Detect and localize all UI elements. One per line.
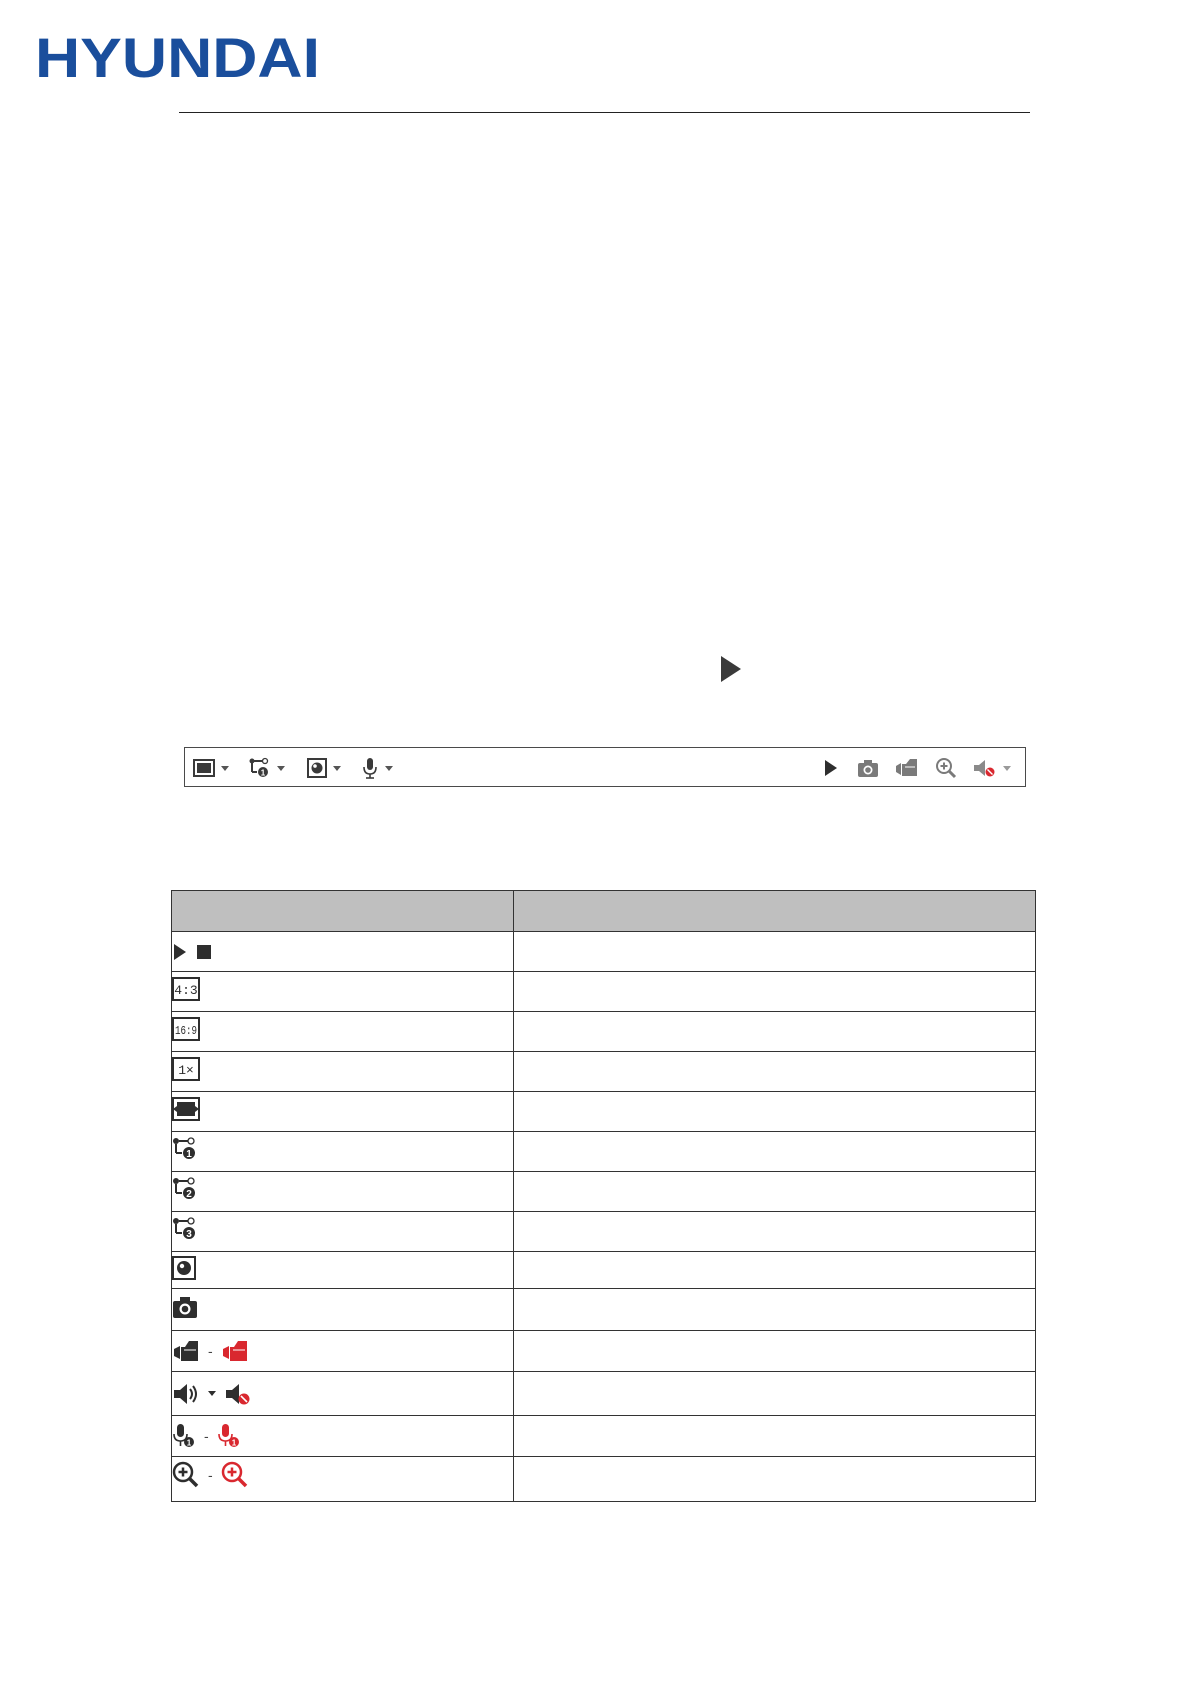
icon-cell <box>172 1172 514 1212</box>
separator: - <box>208 1343 213 1359</box>
play-icon[interactable] <box>719 655 743 683</box>
capture-icon <box>172 1295 198 1319</box>
plugin-button[interactable] <box>307 756 341 780</box>
chevron-down-icon <box>208 1391 216 1396</box>
description-cell <box>514 1289 1036 1331</box>
volume-on-icon <box>172 1382 200 1406</box>
zoom-off-icon <box>172 1461 200 1489</box>
description-cell <box>514 1457 1036 1502</box>
stream-icon <box>249 758 271 778</box>
record-on-icon <box>221 1339 249 1363</box>
svg-text:1×: 1× <box>178 1063 194 1078</box>
table-row <box>172 1416 1036 1457</box>
table-row <box>172 1212 1036 1252</box>
icon-cell <box>172 1416 514 1457</box>
record-icon <box>895 758 919 778</box>
description-cell <box>514 1092 1036 1132</box>
sub-stream-icon <box>172 1177 198 1201</box>
ratio-16-9-icon <box>172 1017 200 1041</box>
icon-cell <box>172 1212 514 1252</box>
icon-description-table <box>171 890 1036 1502</box>
table-row <box>172 1372 1036 1416</box>
audio-button[interactable] <box>973 756 1011 780</box>
record-off-icon <box>172 1339 200 1363</box>
table-row <box>172 1252 1036 1289</box>
hyundai-logo <box>35 26 320 89</box>
aspect-ratio-button[interactable] <box>193 756 229 780</box>
header-cell-icon <box>172 891 514 932</box>
table-header-row <box>172 891 1036 932</box>
icon-cell <box>172 1372 514 1416</box>
audio-muted-icon <box>973 758 997 778</box>
mic-on-icon <box>217 1423 241 1449</box>
zoom-button[interactable] <box>935 756 957 780</box>
svg-text:2: 2 <box>186 1189 192 1200</box>
chevron-down-icon <box>277 766 285 771</box>
aspect-ratio-icon <box>193 759 215 777</box>
icon-cell <box>172 1252 514 1289</box>
description-cell <box>514 932 1036 972</box>
description-cell <box>514 1372 1036 1416</box>
description-cell <box>514 1132 1036 1172</box>
third-stream-icon <box>172 1217 198 1241</box>
main-stream-icon <box>172 1137 198 1161</box>
play-button[interactable] <box>823 756 839 780</box>
icon-cell <box>172 1457 514 1502</box>
mic-off-icon <box>172 1423 196 1449</box>
svg-text:1: 1 <box>186 1149 192 1160</box>
table-row <box>172 932 1036 972</box>
icon-cell <box>172 1331 514 1372</box>
table-row <box>172 972 1036 1012</box>
icon-cell <box>172 972 514 1012</box>
microphone-button[interactable] <box>361 756 393 780</box>
description-cell <box>514 1212 1036 1252</box>
icon-cell <box>172 932 514 972</box>
svg-text:4:3: 4:3 <box>174 983 198 998</box>
table-row <box>172 1457 1036 1502</box>
record-button[interactable] <box>895 756 919 780</box>
table-row <box>172 1012 1036 1052</box>
capture-button[interactable] <box>857 756 879 780</box>
ratio-1x-icon <box>172 1057 200 1081</box>
description-cell <box>514 972 1036 1012</box>
table-row <box>172 1331 1036 1372</box>
description-cell <box>514 1331 1036 1372</box>
zoom-on-icon <box>221 1461 249 1489</box>
description-cell <box>514 1172 1036 1212</box>
table-row <box>172 1132 1036 1172</box>
header-cell-description <box>514 891 1036 932</box>
stream-button[interactable] <box>249 756 285 780</box>
svg-text:1: 1 <box>260 768 266 778</box>
separator: - <box>208 1467 213 1483</box>
svg-text:1: 1 <box>231 1438 236 1448</box>
chevron-down-icon <box>385 766 393 771</box>
zoom-in-icon <box>935 757 957 779</box>
icon-cell <box>172 1132 514 1172</box>
icon-cell <box>172 1012 514 1052</box>
ratio-4-3-icon <box>172 977 200 1001</box>
header-divider <box>179 112 1030 113</box>
play-icon <box>172 942 188 962</box>
stop-icon <box>196 944 212 960</box>
svg-text:16:9: 16:9 <box>175 1024 197 1038</box>
svg-text:3: 3 <box>186 1229 192 1240</box>
description-cell <box>514 1012 1036 1052</box>
icon-cell <box>172 1289 514 1331</box>
fit-window-icon <box>172 1097 200 1121</box>
plugin-icon <box>172 1256 196 1280</box>
svg-text:HYUNDAI: HYUNDAI <box>35 26 320 89</box>
icon-cell <box>172 1052 514 1092</box>
live-view-toolbar <box>184 747 1026 787</box>
camera-icon <box>857 758 879 778</box>
description-cell <box>514 1252 1036 1289</box>
chevron-down-icon <box>1003 766 1011 771</box>
plugin-icon <box>307 758 327 778</box>
separator: - <box>204 1428 209 1444</box>
description-cell <box>514 1416 1036 1457</box>
table-row <box>172 1052 1036 1092</box>
volume-muted-icon <box>224 1382 252 1406</box>
table-row <box>172 1172 1036 1212</box>
chevron-down-icon <box>221 766 229 771</box>
description-cell <box>514 1052 1036 1092</box>
microphone-icon <box>361 757 379 779</box>
svg-text:1: 1 <box>186 1438 192 1448</box>
play-icon <box>823 758 839 778</box>
icon-cell <box>172 1092 514 1132</box>
table-row <box>172 1092 1036 1132</box>
table-row <box>172 1289 1036 1331</box>
chevron-down-icon <box>333 766 341 771</box>
